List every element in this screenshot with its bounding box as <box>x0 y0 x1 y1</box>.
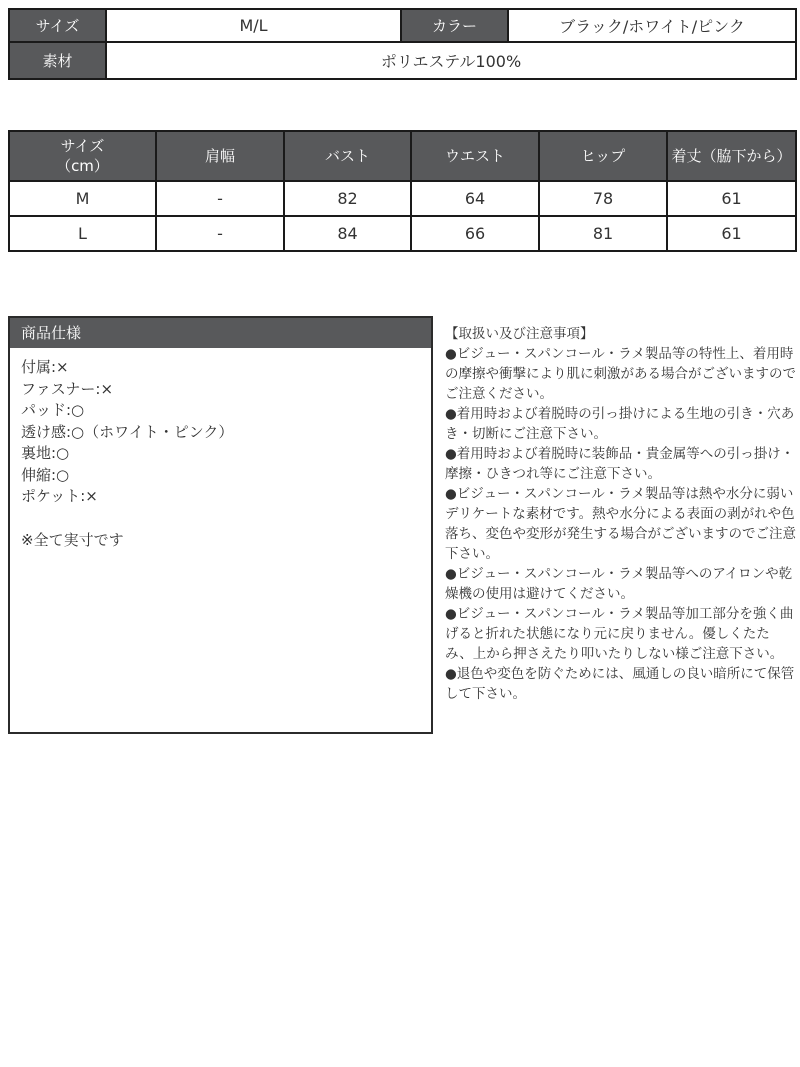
size-label-cell: サイズ <box>9 9 106 42</box>
spec-summary-table <box>8 8 797 80</box>
header-shoulder: 肩幅 <box>156 131 284 181</box>
header-size-cm <box>9 131 156 181</box>
handling-note-friction: ●ビジュー・スパンコール・ラメ製品等の特性上、着用時の摩擦や衝撃により肌に刺激がある場合がございますのでご注意ください。 <box>445 346 796 402</box>
cell-shoulder: - <box>156 216 284 251</box>
cell-length: 61 <box>667 216 796 251</box>
handling-note-iron-dryer: ●ビジュー・スパンコール・ラメ製品等へのアイロンや乾燥機の使用は避けてください。 <box>445 566 793 602</box>
spec-item-sheerness: 透け感:○（ホワイト・ピンク） <box>21 422 234 441</box>
handling-note-heat-water: ●ビジュー・スパンコール・ラメ製品等は熱や水分に弱いデリケートな素材です。熱や水分による表面の剥がれや色落ち、変色や変形が発生する場合がございますのでご注意下さい。 <box>445 486 796 562</box>
spec-item-fastener: ファスナー:× <box>21 379 114 398</box>
cell-shoulder: - <box>156 181 284 216</box>
cell-waist: 66 <box>411 216 539 251</box>
spec-item-pocket: ポケット:× <box>21 487 98 505</box>
size-measurements-table <box>8 130 797 252</box>
header-bust: バスト <box>284 131 411 181</box>
size-value-cell: M/L <box>106 9 401 42</box>
handling-note-storage: ●退色や変色を防ぐためには、風通しの良い暗所にて保管して下さい。 <box>445 666 795 702</box>
handling-notes <box>445 324 797 704</box>
cell-bust: 82 <box>284 181 411 216</box>
spec-item-pad: パッド:○ <box>21 401 85 419</box>
spec-item-accessory: 付属:× <box>21 358 69 376</box>
product-spec-body <box>10 348 431 560</box>
spec-measurement-note: ※全て実寸です <box>21 530 124 549</box>
header-length: 着丈（脇下から） <box>667 131 796 181</box>
cell-bust: 84 <box>284 216 411 251</box>
spec-item-lining: 裏地:○ <box>21 444 70 462</box>
cell-size: L <box>9 216 156 251</box>
handling-notes-title: 【取扱い及び注意事項】 <box>445 326 594 342</box>
material-value-cell: ポリエステル100% <box>106 42 796 79</box>
table-row-size-m <box>9 181 796 216</box>
spec-item-stretch: 伸縮:○ <box>21 465 70 484</box>
product-spec-title: 商品仕様 <box>10 318 431 348</box>
cell-hip: 78 <box>539 181 667 216</box>
handling-note-snag: ●着用時および着脱時の引っ掛けによる生地の引き・穴あき・切断にご注意下さい。 <box>445 406 795 442</box>
cell-size: M <box>9 181 156 216</box>
material-label-cell: 素材 <box>9 42 106 79</box>
header-waist: ウエスト <box>411 131 539 181</box>
header-size-line2: （cm） <box>56 157 109 175</box>
handling-note-bending: ●ビジュー・スパンコール・ラメ製品等加工部分を強く曲げると折れた状態になり元に戻りません。優しくたたみ、上から押さえたり叩いたりしない様ご注意下さい。 <box>445 606 794 662</box>
header-hip: ヒップ <box>539 131 667 181</box>
color-label-cell: カラー <box>401 9 508 42</box>
product-spec-box <box>8 316 433 734</box>
handling-note-jewelry: ●着用時および着脱時に装飾品・貴金属等への引っ掛け・摩擦・ひきつれ等にご注意下さい。 <box>445 446 795 482</box>
color-value-cell: ブラック/ホワイト/ピンク <box>508 9 796 42</box>
table-row-size-l <box>9 216 796 251</box>
cell-length: 61 <box>667 181 796 216</box>
header-size-line1: サイズ <box>60 137 105 155</box>
cell-hip: 81 <box>539 216 667 251</box>
cell-waist: 64 <box>411 181 539 216</box>
